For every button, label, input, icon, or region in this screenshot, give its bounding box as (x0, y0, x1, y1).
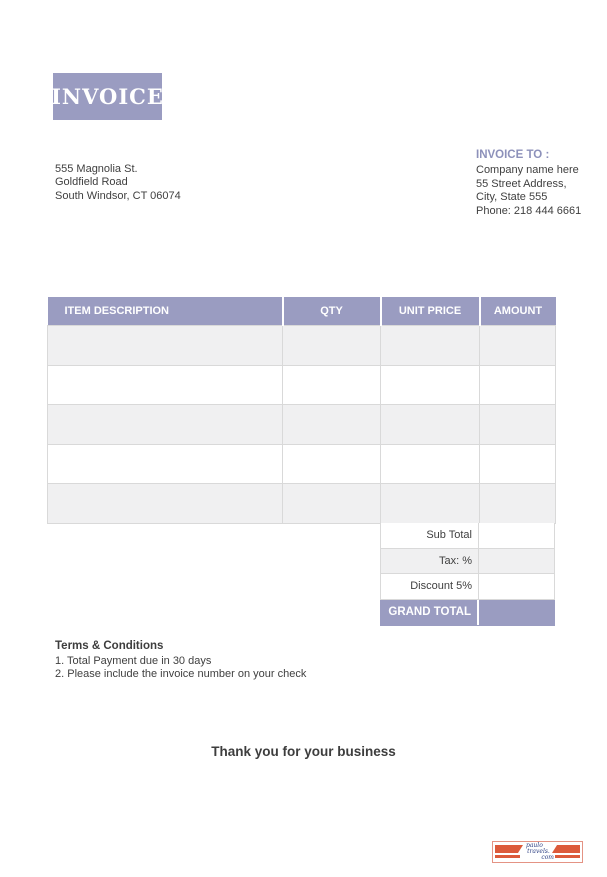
invoice-to-line: Company name here (476, 164, 579, 177)
table-cell (480, 326, 556, 366)
totals-block (380, 523, 555, 626)
tax-row (380, 549, 555, 575)
logo-stripe-icon (495, 845, 523, 853)
invoice-to-heading: INVOICE TO : (476, 149, 550, 161)
table-cell (283, 326, 381, 366)
sender-address-line: 555 Magnolia St. (55, 163, 138, 175)
table-cell (283, 405, 381, 445)
table-cell (283, 444, 381, 484)
subtotal-value (479, 523, 554, 548)
company-logo (492, 841, 583, 863)
tax-label: Tax: % (381, 549, 479, 574)
invoice-to-line: Phone: 218 444 6661 (476, 204, 582, 217)
logo-stripe-icon (552, 845, 580, 853)
table-cell (48, 365, 283, 405)
table-cell (381, 326, 480, 366)
items-table-header (48, 297, 556, 326)
column-header-unit-price: UNIT PRICE (381, 297, 480, 326)
discount-row (380, 574, 555, 600)
terms-heading: Terms & Conditions (55, 640, 164, 652)
sender-address-line: South Windsor, CT 06074 (55, 189, 181, 202)
items-table-body (48, 326, 556, 524)
table-cell (381, 405, 480, 445)
subtotal-row (380, 523, 555, 549)
logo-stripe-icon (555, 855, 580, 858)
invoice-title: INVOICE (51, 84, 164, 109)
invoice-title-banner (53, 73, 162, 120)
terms-block (55, 640, 306, 682)
table-cell (381, 365, 480, 405)
column-header-qty: QTY (283, 297, 381, 326)
discount-value (479, 574, 554, 599)
table-cell (480, 405, 556, 445)
table-cell (283, 365, 381, 405)
logo-text-line: com (541, 854, 554, 861)
table-row (48, 405, 556, 445)
grand-total-row (380, 600, 555, 626)
table-cell (480, 484, 556, 524)
table-cell (480, 444, 556, 484)
items-table (47, 297, 556, 524)
logo-text-line: paulo (526, 842, 543, 849)
grand-total-value (479, 600, 554, 625)
column-header-item-description: ITEM DESCRIPTION (48, 297, 283, 326)
terms-item: 2. Please include the invoice number on your check (55, 668, 307, 680)
table-cell (48, 405, 283, 445)
table-cell (381, 484, 480, 524)
subtotal-label: Sub Total (381, 523, 479, 548)
table-cell (381, 444, 480, 484)
logo-text (521, 843, 556, 861)
column-header-amount: AMOUNT (480, 297, 556, 326)
table-cell (480, 365, 556, 405)
sender-address-line: Goldfield Road (55, 176, 128, 189)
table-cell (283, 484, 381, 524)
invoice-to-line: 55 Street Address, (476, 177, 567, 190)
table-cell (48, 326, 283, 366)
grand-total-label: GRAND TOTAL (381, 600, 479, 625)
tax-value (479, 549, 554, 574)
logo-stripe-icon (495, 855, 520, 858)
table-cell (48, 484, 283, 524)
thank-you-message: Thank you for your business (211, 744, 396, 759)
table-row (48, 444, 556, 484)
table-cell (48, 444, 283, 484)
logo-text-line: travels. (527, 848, 550, 855)
table-row (48, 326, 556, 366)
table-row (48, 484, 556, 524)
discount-label: Discount 5% (381, 574, 479, 599)
sender-address-block (55, 163, 181, 203)
terms-item: 1. Total Payment due in 30 days (55, 654, 212, 667)
invoice-to-line: City, State 555 (476, 191, 548, 204)
table-row (48, 365, 556, 405)
invoice-to-block (476, 149, 581, 218)
